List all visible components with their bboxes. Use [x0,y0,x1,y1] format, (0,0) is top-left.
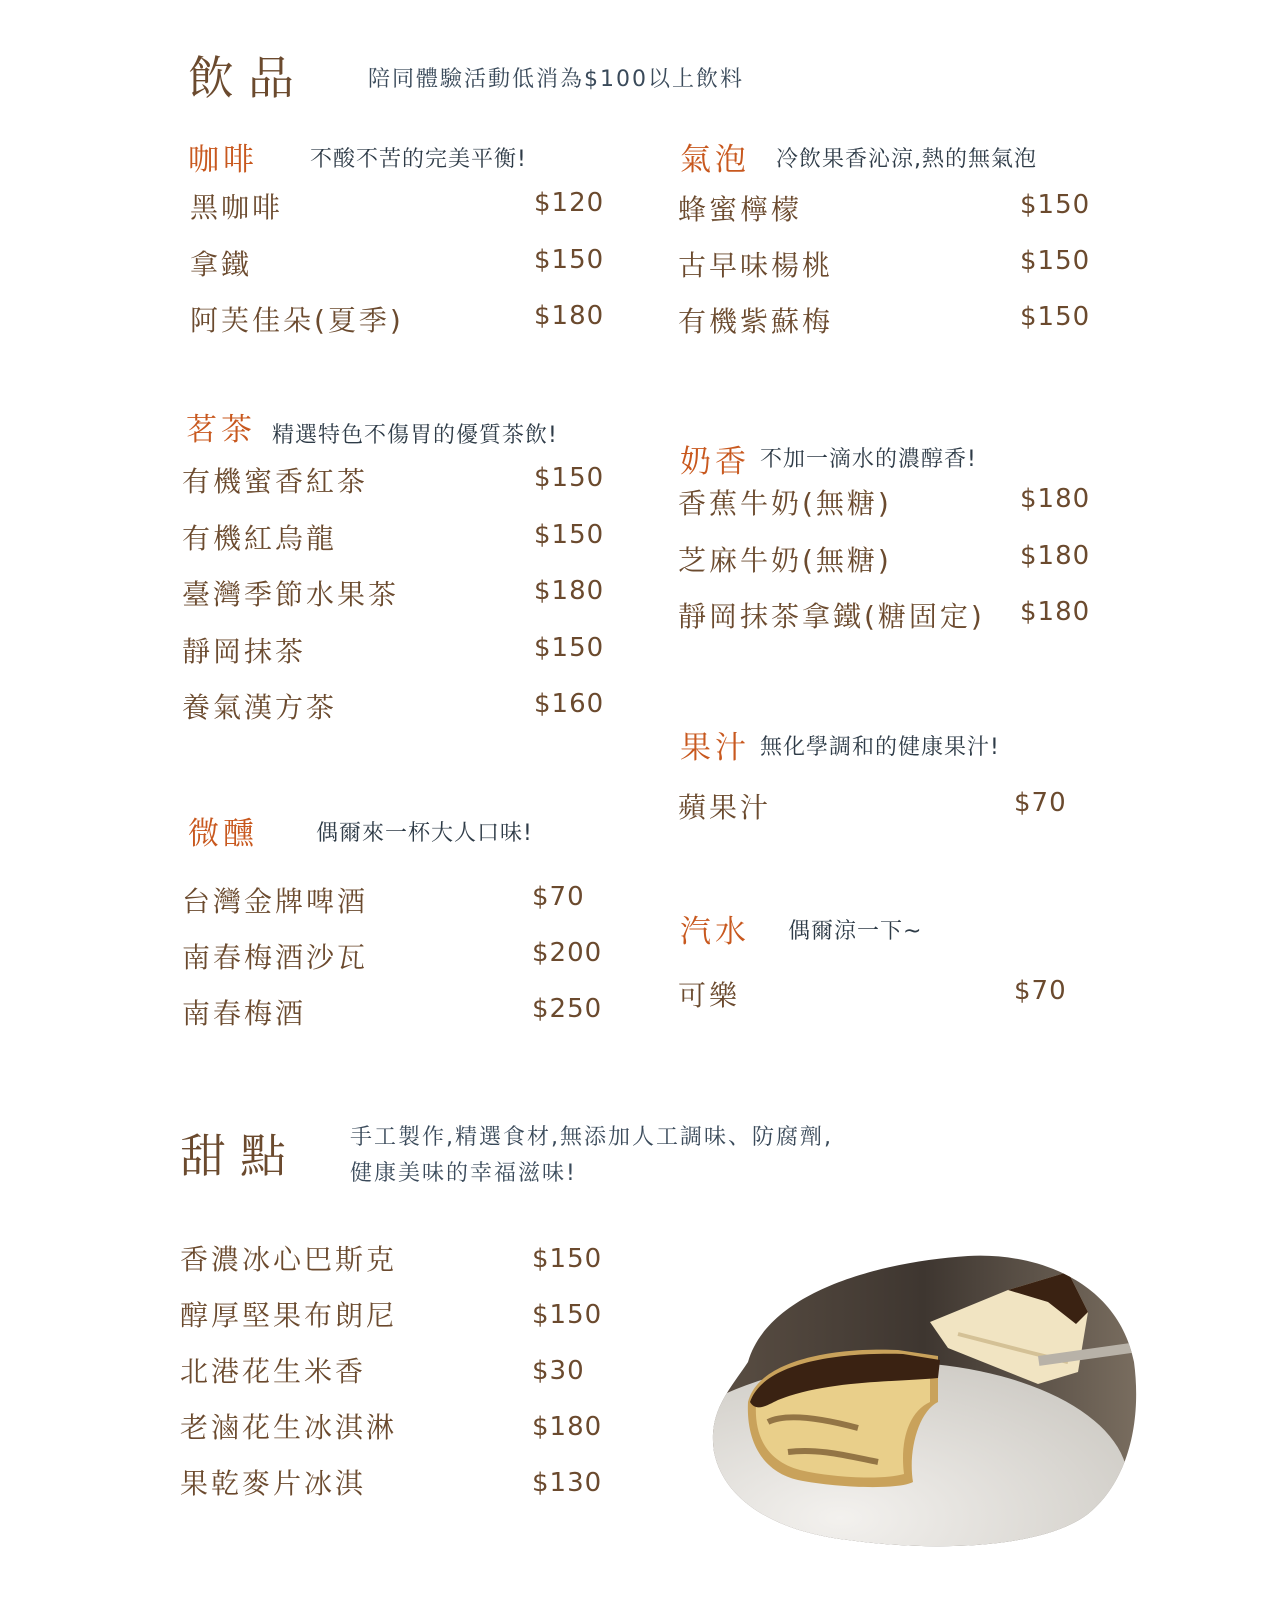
menu-item-price: $150 [534,463,605,493]
section-title-sparkling: 氣泡 [680,142,750,178]
desserts-title: 甜點 [180,1129,300,1183]
drinks-minimum-note: 陪同體驗活動低消為$100以上飲料 [368,67,744,92]
menu-item-name: 靜岡抹茶拿鐵(糖固定) [678,600,985,633]
section-tagline-sparkling: 冷飲果香沁涼,熱的無氣泡 [776,147,1037,172]
menu-item-price: $70 [532,882,585,912]
menu-item-name: 養氣漢方茶 [182,691,338,724]
menu-item-price: $150 [532,1300,603,1330]
menu-item-price: $200 [532,938,603,968]
menu-item-name: 有機紫蘇梅 [678,305,834,338]
menu-item-price: $30 [532,1356,585,1386]
menu-item-price: $150 [1020,190,1091,220]
menu-item-name: 南春梅酒沙瓦 [182,941,369,974]
menu-item-price: $250 [532,994,603,1024]
basque-cheesecake-photo [708,1252,1140,1550]
section-tagline-soda: 偶爾涼一下~ [788,919,923,944]
menu-item-name: 南春梅酒 [182,997,307,1030]
section-title-coffee: 咖啡 [188,142,258,178]
menu-item-price: $130 [532,1468,603,1498]
menu-item-price: $160 [534,689,605,719]
menu-item-name: 古早味楊桃 [678,249,834,282]
section-tagline-alcohol: 偶爾來一杯大人口味! [316,821,533,846]
section-title-juice: 果汁 [680,730,750,766]
menu-item-name: 香蕉牛奶(無糖) [678,487,892,520]
menu-item-price: $150 [534,245,605,275]
menu-item-price: $150 [532,1244,603,1274]
menu-item-price: $180 [532,1412,603,1442]
menu-item-name: 芝麻牛奶(無糖) [678,544,892,577]
menu-item-name: 蘋果汁 [678,791,772,824]
menu-item-name: 臺灣季節水果茶 [182,578,400,611]
section-tagline-tea: 精選特色不傷胃的優質茶飲! [272,423,558,448]
menu-item-name: 黑咖啡 [190,191,284,224]
menu-item-price: $180 [1020,597,1091,627]
section-title-tea: 茗茶 [186,412,256,448]
menu-item-name: 果乾麥片冰淇 [180,1467,367,1500]
menu-item-name: 醇厚堅果布朗尼 [180,1299,398,1332]
section-tagline-milk: 不加一滴水的濃醇香! [760,447,977,472]
section-tagline-coffee: 不酸不苦的完美平衡! [310,147,527,172]
menu-item-name: 老滷花生冰淇淋 [180,1411,398,1444]
menu-item-price: $70 [1014,976,1067,1006]
menu-item-price: $180 [534,576,605,606]
section-title-alcohol: 微醺 [188,816,258,852]
menu-item-price: $150 [534,633,605,663]
desserts-note-line1: 手工製作,精選食材,無添加人工調味、防腐劑, [350,1125,833,1150]
menu-item-price: $180 [1020,484,1091,514]
menu-item-name: 蜂蜜檸檬 [678,193,803,226]
menu-item-name: 阿芙佳朵(夏季) [190,304,404,337]
menu-item-price: $150 [1020,302,1091,332]
menu-item-price: $180 [1020,541,1091,571]
drinks-title: 飲品 [188,51,308,105]
menu-item-name: 拿鐵 [190,248,253,281]
menu-item-name: 台灣金牌啤酒 [182,885,369,918]
menu-item-price: $180 [534,301,605,331]
menu-item-name: 北港花生米香 [180,1355,367,1388]
menu-item-price: $70 [1014,788,1067,818]
menu-item-price: $120 [534,188,605,218]
menu-item-price: $150 [534,520,605,550]
menu-item-name: 有機紅烏龍 [182,522,338,555]
section-title-milk: 奶香 [680,444,750,480]
menu-item-name: 可樂 [678,979,741,1012]
section-title-soda: 汽水 [680,914,750,950]
menu-item-price: $150 [1020,246,1091,276]
section-tagline-juice: 無化學調和的健康果汁! [760,735,1000,760]
menu-item-name: 靜岡抹茶 [182,635,307,668]
desserts-note-line2: 健康美味的幸福滋味! [350,1161,577,1186]
menu-item-name: 香濃冰心巴斯克 [180,1243,398,1276]
menu-item-name: 有機蜜香紅茶 [182,465,369,498]
